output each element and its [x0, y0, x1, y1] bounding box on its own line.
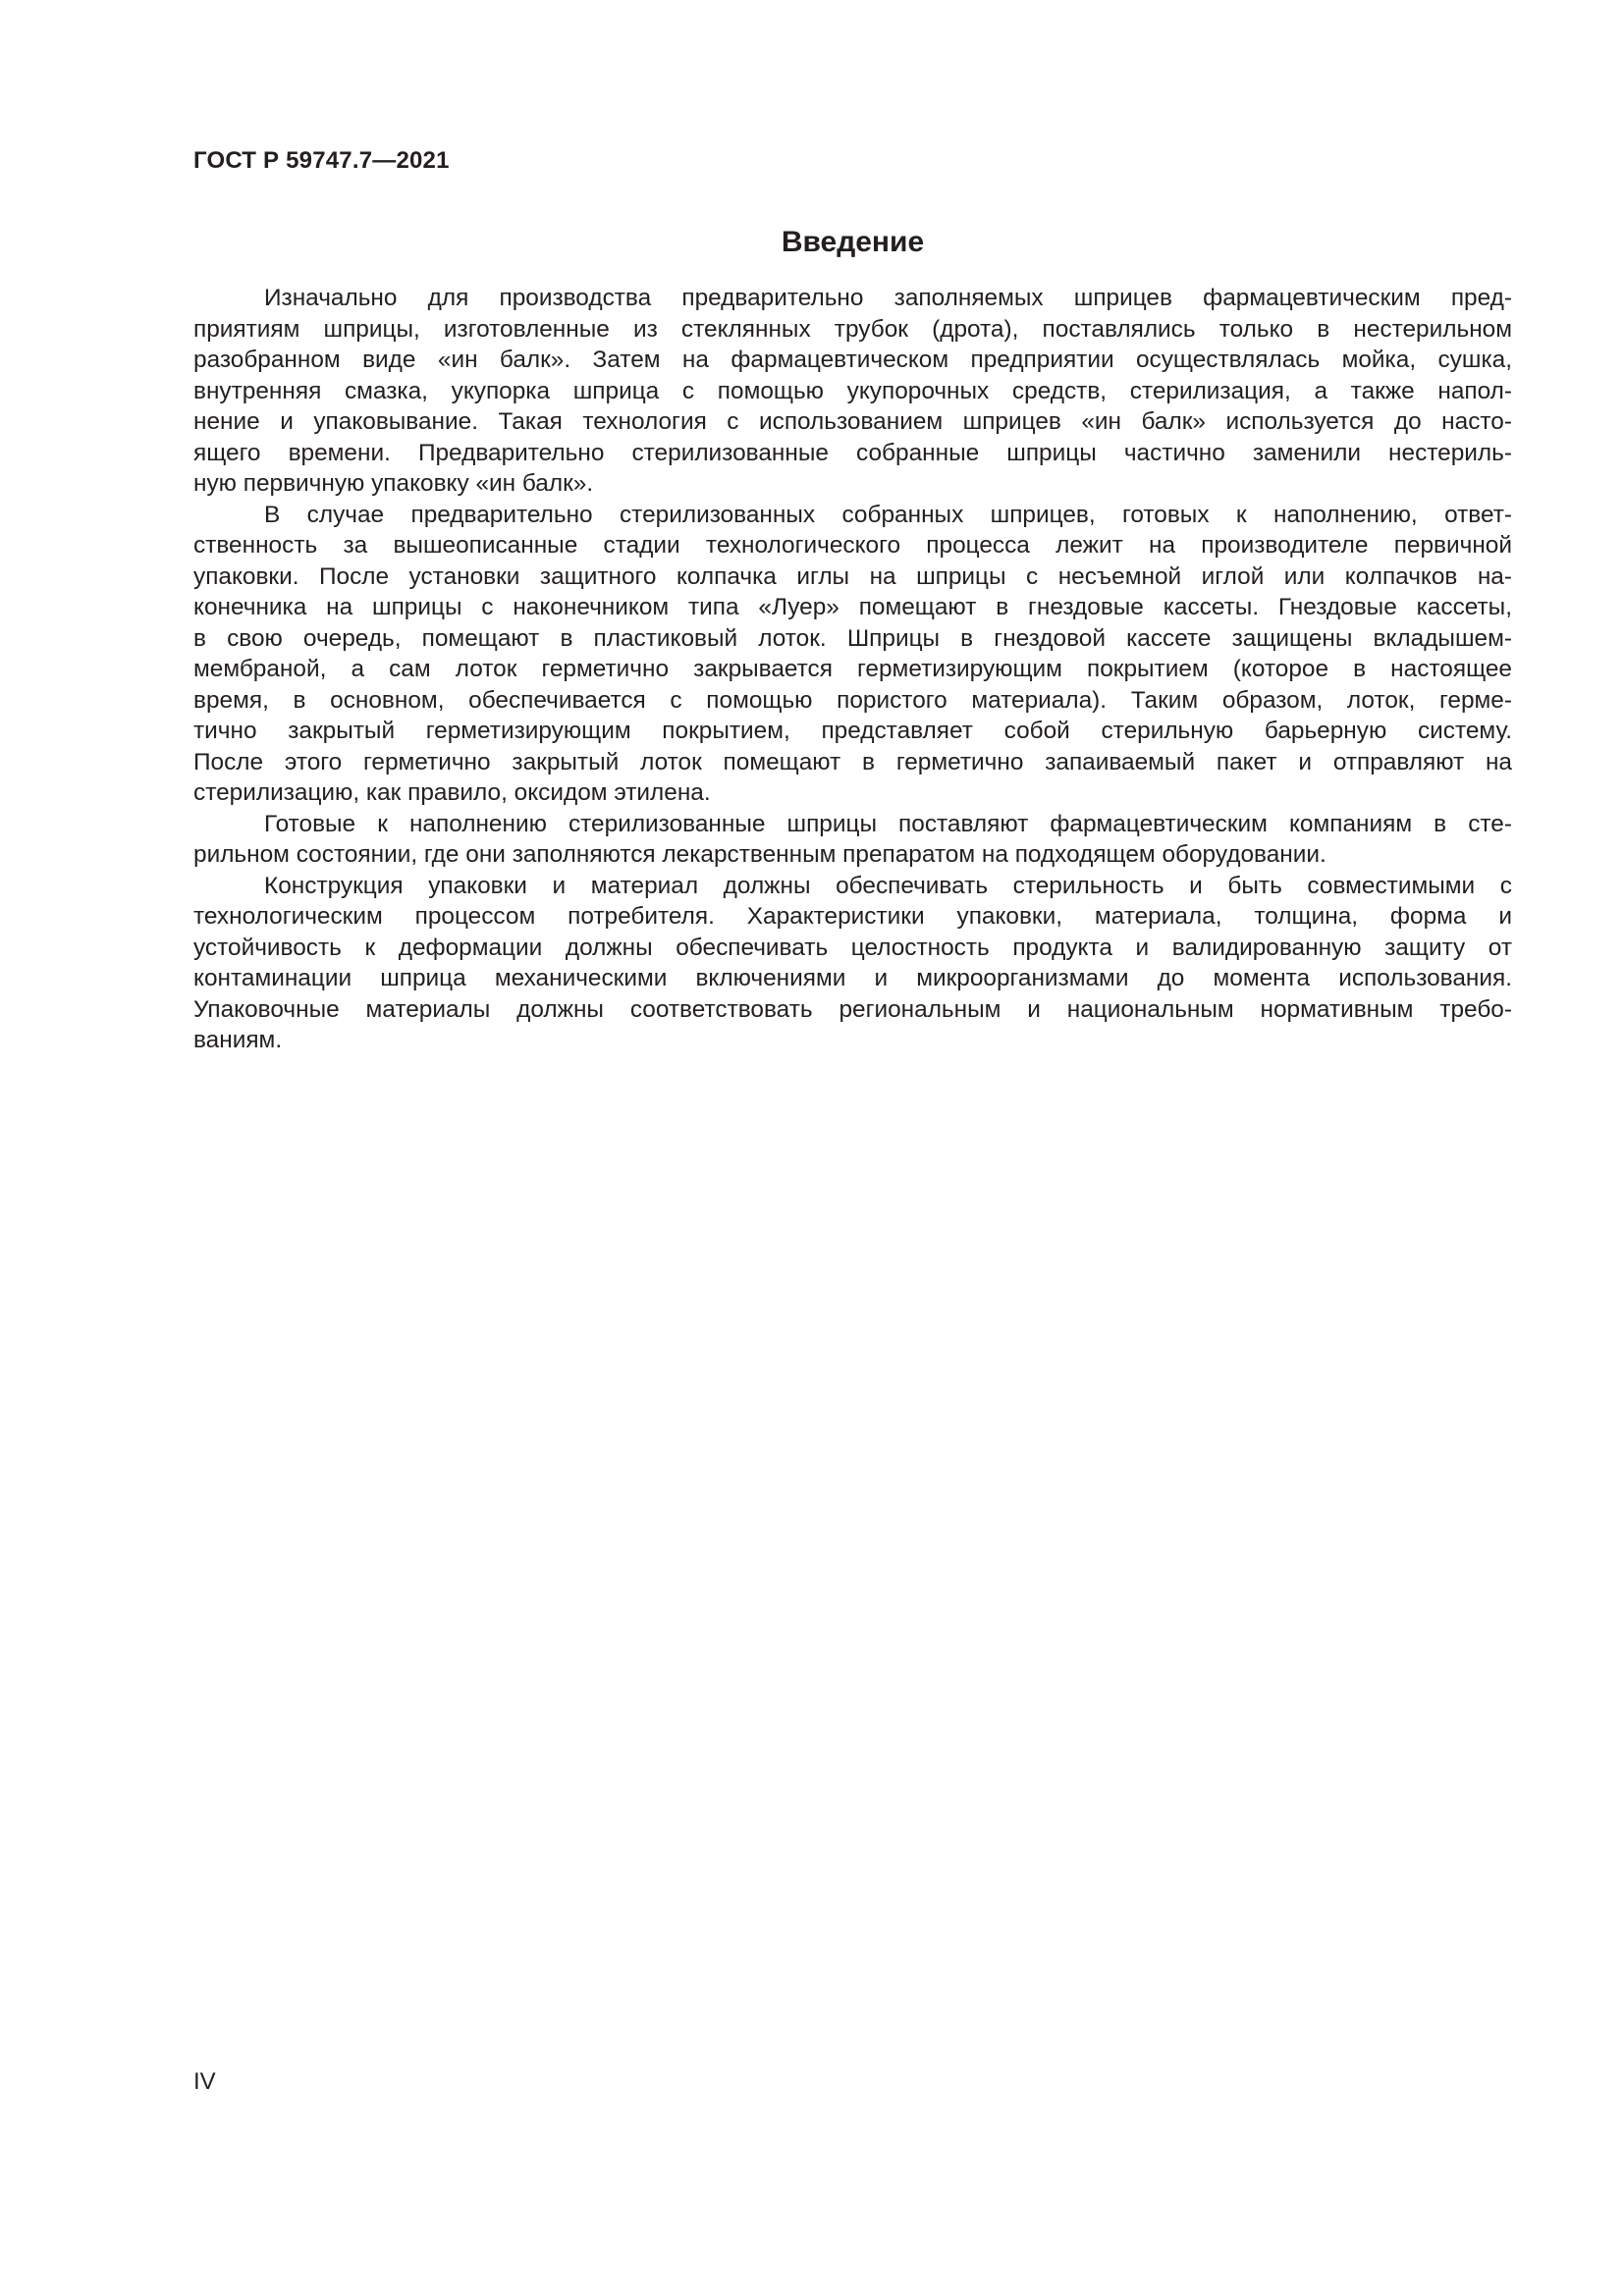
paragraph-line: устойчивость к деформации должны обеспечивать целостность продукта и валидированную защиту от: [193, 934, 1512, 961]
paragraph-line: технологическим процессом потребителя. Характеристики упаковки, материала, толщина, форма и: [193, 903, 1512, 930]
document-code: ГОСТ Р 59747.7—2021: [193, 147, 450, 174]
paragraph-line: рильном состоянии, где они заполняются лекарственным препаратом на подходящем оборудовании.: [193, 841, 1326, 868]
paragraph-line: ственность за вышеописанные стадии технологического процесса лежит на производителе первичной: [193, 532, 1512, 559]
paragraph-line: Готовые к наполнению стерилизованные шприцы поставляют фармацевтическим компаниям в сте-: [264, 810, 1512, 837]
paragraph: [193, 500, 1512, 809]
paragraph-line: контаминации шприца механическими включениями и микроорганизмами до момента использования.: [193, 965, 1512, 991]
paragraph-line: упаковки. После установки защитного колпачка иглы на шприцы с несъемной иглой или колпачков на-: [193, 562, 1512, 590]
paragraph-line: В случае предварительно стерилизованных собранных шприцев, готовых к наполнению, ответ-: [264, 501, 1512, 528]
section-title: Введение: [781, 226, 925, 258]
paragraph-line: Изначально для производства предварительно заполняемых шприцев фармацевтическим пред-: [264, 285, 1512, 311]
paragraph-line: внутренняя смазка, укупорка шприца с помощью укупорочных средств, стерилизация, а также напол-: [193, 377, 1512, 404]
paragraph-line: разобранном виде «ин балк». Затем на фармацевтическом предприятии осуществлялась мойка, сушка,: [193, 347, 1512, 373]
paragraph-line: мембраной, а сам лоток герметично закрывается герметизирующим покрытием (которое в настоящее: [193, 656, 1512, 682]
paragraph-line: ваниям.: [193, 1027, 283, 1053]
paragraph: [193, 283, 1512, 500]
paragraph-line: нение и упаковывание. Такая технология с использованием шприцев «ин балк» используется до насто-: [193, 408, 1512, 435]
body-text: [193, 283, 1512, 1056]
paragraph: [193, 871, 1512, 1056]
paragraph-line: в свою очередь, помещают в пластиковый лоток. Шприцы в гнездовой кассете защищены вкладышем-: [193, 624, 1512, 652]
paragraph-line: После этого герметично закрытый лоток помещают в герметично запаиваемый пакет и отправляют на: [193, 748, 1512, 775]
paragraph-line: время, в основном, обеспечивается с помощью пористого материала). Таким образом, лоток, герме-: [193, 686, 1512, 714]
paragraph-line: тично закрытый герметизирующим покрытием, представляет собой стерильную барьерную систему.: [193, 718, 1512, 744]
paragraph-line: стерилизацию, как правило, оксидом этилена.: [193, 779, 711, 806]
paragraph-line: Конструкция упаковки и материал должны обеспечивать стерильность и быть совместимыми с: [264, 872, 1512, 899]
paragraph-line: Упаковочные материалы должны соответствовать региональным и национальным нормативным требо-: [193, 995, 1512, 1023]
paragraph-line: ящего времени. Предварительно стерилизованные собранные шприцы частично заменили нестериль-: [193, 439, 1512, 466]
paragraph-line: конечника на шприцы с наконечником типа «Луер» помещают в гнездовые кассеты. Гнездовые кассеты,: [193, 594, 1512, 620]
paragraph-line: приятиям шприцы, изготовленные из стеклянных трубок (дрота), поставлялись только в нестерильном: [193, 315, 1512, 343]
page-number: IV: [193, 2068, 216, 2095]
paragraph-line: ную первичную упаковку «ин балк».: [193, 470, 594, 497]
paragraph: [193, 809, 1512, 871]
